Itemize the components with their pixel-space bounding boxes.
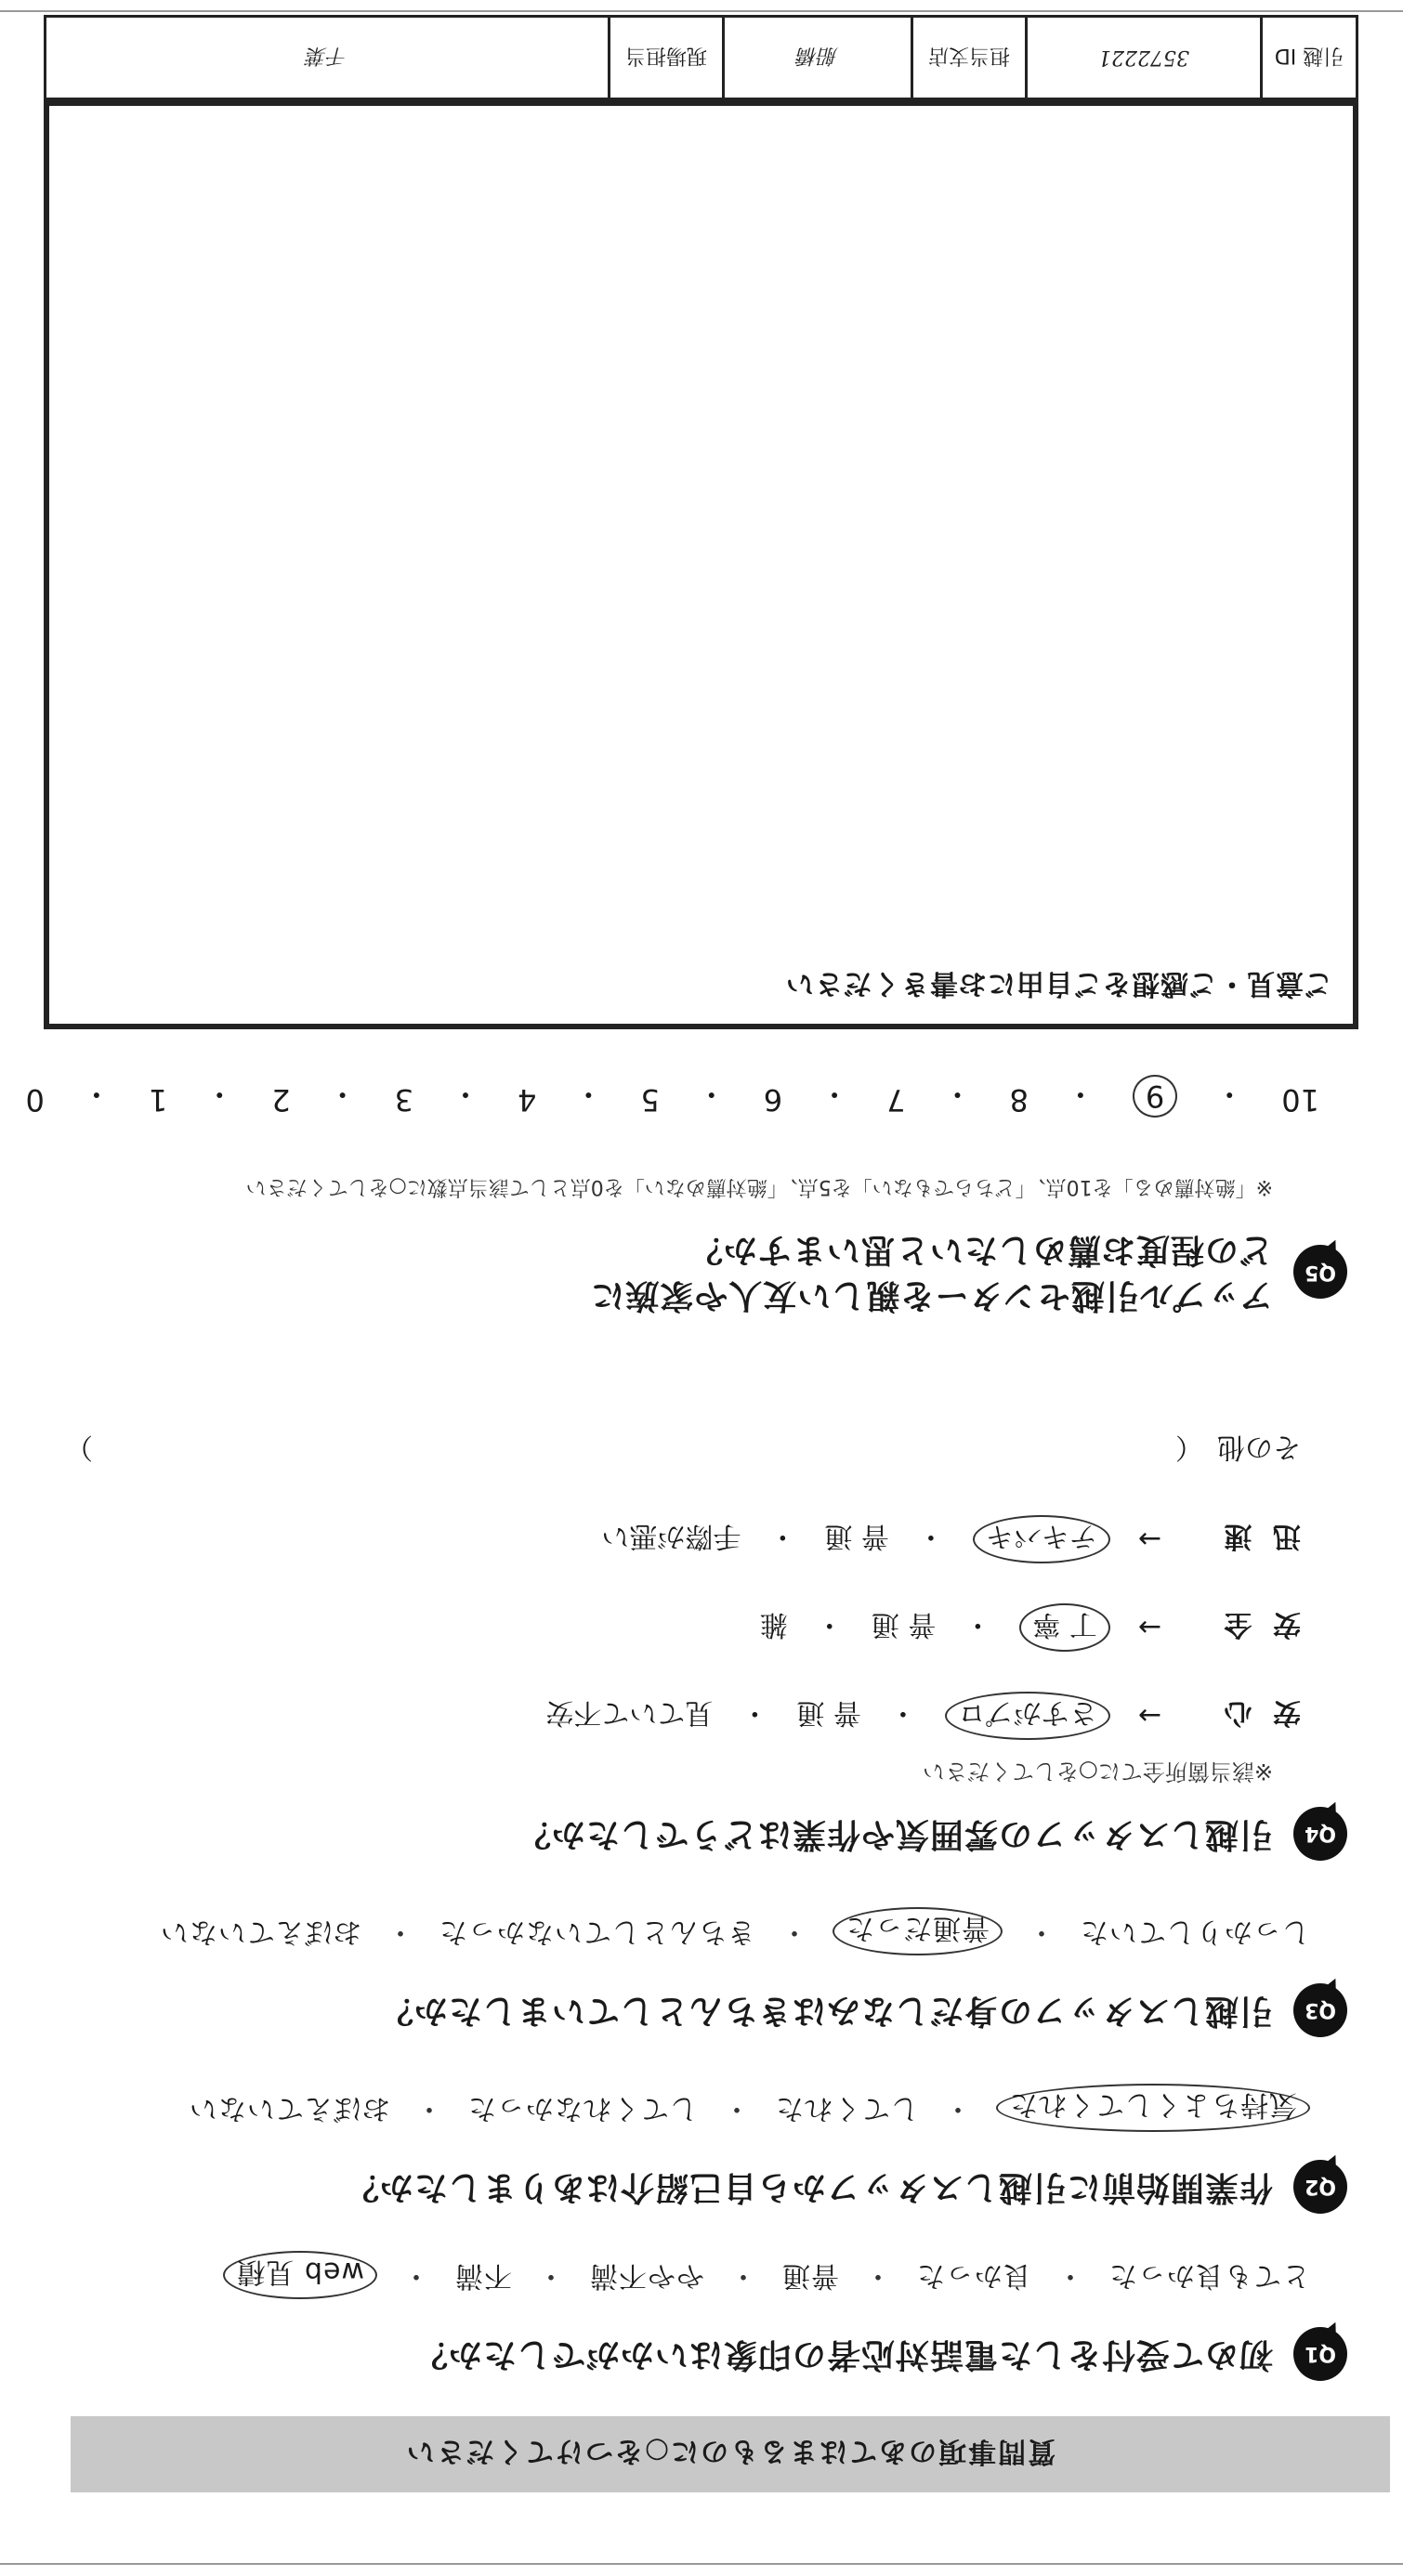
scale-option[interactable]: 10 (1281, 1082, 1319, 1118)
q4-other-label: その他 (1217, 1431, 1301, 1463)
scale-option[interactable]: 3 (394, 1082, 414, 1118)
q1-options: とても良かった ・ 良かった ・ 普通 ・ やや不満 ・ 不満 ・ web 見積 (223, 2251, 1310, 2299)
q4-other-row (65, 1430, 1301, 1471)
scale-option[interactable]: 4 (518, 1082, 537, 1118)
q5-question (590, 1227, 1273, 1317)
q5-badge (1293, 1245, 1347, 1299)
scale-option[interactable]: 2 (271, 1082, 291, 1118)
q2-option[interactable]: してくれた (775, 2092, 919, 2125)
q4-row-label: 安 心 (1218, 1696, 1301, 1729)
q4-option-selected[interactable]: さすがプロ (945, 1692, 1110, 1740)
q4-option[interactable]: 普 通 (796, 1696, 861, 1729)
branch-value[interactable]: 船橋 (722, 18, 911, 98)
q5-note: ※「絶対薦める」を10点、「どちらでもない」を5点、「絶対薦めない」を0点として該当点数に○をしてください (245, 1175, 1273, 1198)
q5-question-line2: どの程度お薦めしたいと思いますか？ (688, 1231, 1273, 1270)
q4-option[interactable]: 見ていて不安 (545, 1696, 714, 1729)
q2-options: 気持ちよくしてくれた ・ してくれた ・ してくれなかった ・ おぼえていない (189, 2084, 1310, 2132)
scale-option[interactable]: 6 (763, 1082, 783, 1118)
q4-option[interactable]: 雑 (759, 1608, 788, 1641)
q1-option[interactable]: とても良かった (1108, 2259, 1310, 2292)
q3-question-row (379, 1983, 1347, 2037)
q4-option[interactable]: 手際が悪い (601, 1520, 741, 1552)
q1-badge (1293, 2327, 1347, 2381)
arrow-icon: → (1137, 1699, 1161, 1733)
q5-scale: 10 ・ 9 ・ 8 ・ 7 ・ 6 ・ 5 ・ 4 ・ 3 ・ 2 ・ 1 ・ 0 (25, 1077, 1319, 1118)
q3-question: 引越しスタッフの身だしなみはきちんとしていましたか？ (378, 1992, 1273, 2031)
id-table (44, 15, 1358, 100)
q4-option[interactable]: 普 通 (871, 1608, 937, 1641)
instruction-text: 質問事項のあてはまるものに○をつけてください (404, 2435, 1056, 2467)
q3-option[interactable]: しっかりしていた (1080, 1916, 1310, 1948)
q4-row-label: 安 全 (1218, 1608, 1301, 1641)
instruction-banner (71, 2416, 1390, 2492)
scale-option[interactable]: 1 (148, 1082, 168, 1118)
q1-question: 初めて受付をした電話対応者の印象はいかがでしたか？ (413, 2335, 1273, 2374)
branch-label: 担当支店 (911, 18, 1025, 98)
q3-badge-label: Q3 (1305, 1998, 1337, 2022)
q1-badge-label: Q1 (1305, 2342, 1337, 2366)
move-id-value[interactable]: 3572221 (1025, 18, 1260, 98)
q4-other-open: （ (1175, 1431, 1189, 1463)
scale-option[interactable]: 8 (1009, 1082, 1029, 1118)
q3-option[interactable]: おぼえていない (160, 1916, 361, 1948)
q2-question: 作業開始前に引越しスタッフから自己紹介はありましたか？ (344, 2168, 1273, 2207)
q1-option[interactable]: やや不満 (589, 2259, 704, 2292)
q3-badge (1293, 1983, 1347, 2037)
q4-question: 引越しスタッフの雰囲気や作業はどうでしたか？ (516, 1815, 1273, 1854)
q1-option[interactable]: 不満 (454, 2259, 512, 2292)
q3-option[interactable]: きちんとしていなかった (439, 1916, 755, 1948)
q4-note: ※該当箇所全てに○をしてください (922, 1759, 1273, 1785)
comment-box[interactable] (44, 100, 1358, 1029)
q1-option[interactable]: 普通 (781, 2259, 839, 2292)
q2-option[interactable]: おぼえていない (189, 2092, 390, 2125)
q2-badge-label: Q2 (1305, 2175, 1337, 2199)
staff-value[interactable]: 千葉 (307, 44, 348, 68)
q3-options: しっかりしていた ・ 普通だった ・ きちんとしていなかった ・ おぼえていない (160, 1907, 1310, 1955)
q1-option-selected[interactable]: web 見積 (223, 2251, 377, 2299)
arrow-icon: → (1137, 1611, 1161, 1644)
arrow-icon: → (1137, 1523, 1161, 1556)
q3-option-selected[interactable]: 普通だった (833, 1907, 1003, 1955)
q5-question-row (590, 1227, 1347, 1317)
comment-label: ご意見・ご感想をご自由にお書きください (785, 967, 1332, 1000)
q2-badge (1293, 2160, 1347, 2214)
scale-option[interactable]: 5 (640, 1082, 660, 1118)
top-edge-line (0, 2563, 1403, 2565)
q1-question-row (413, 2327, 1347, 2381)
q4-row-jinsoku: 迅 速 → テキパキ ・ 普 通 ・ 手際が悪い (601, 1515, 1301, 1563)
move-id-label: 引越 ID (1260, 18, 1356, 98)
q4-badge (1293, 1807, 1347, 1861)
scale-option-selected[interactable]: 9 (1133, 1075, 1177, 1118)
q2-option[interactable]: してくれなかった (467, 2092, 698, 2125)
q4-option[interactable]: 普 通 (824, 1520, 889, 1552)
q4-row-anshin: 安 心 → さすがプロ ・ 普 通 ・ 見ていて不安 (545, 1692, 1301, 1740)
q4-question-row (517, 1807, 1347, 1861)
q2-option-selected[interactable]: 気持ちよくしてくれた (996, 2084, 1310, 2132)
q4-row-label: 迅 速 (1218, 1520, 1301, 1552)
q4-option-selected[interactable]: 丁 寧 (1019, 1603, 1110, 1652)
q5-question-line1: アップル引越センターを親しい友人や家族に (590, 1276, 1273, 1314)
q4-badge-label: Q4 (1305, 1822, 1337, 1846)
staff-label: 現場担当 (608, 18, 722, 98)
q1-option[interactable]: 良かった (916, 2259, 1031, 2292)
scale-option[interactable]: 0 (25, 1082, 45, 1118)
q4-option-selected[interactable]: テキパキ (973, 1515, 1110, 1563)
q5-badge-label: Q5 (1305, 1260, 1337, 1284)
q2-question-row (345, 2160, 1347, 2214)
q4-other-close: ） (65, 1431, 93, 1463)
q4-row-anzen: 安 全 → 丁 寧 ・ 普 通 ・ 雑 (760, 1603, 1301, 1652)
bottom-edge-line (0, 10, 1403, 12)
scale-option[interactable]: 7 (886, 1082, 906, 1118)
